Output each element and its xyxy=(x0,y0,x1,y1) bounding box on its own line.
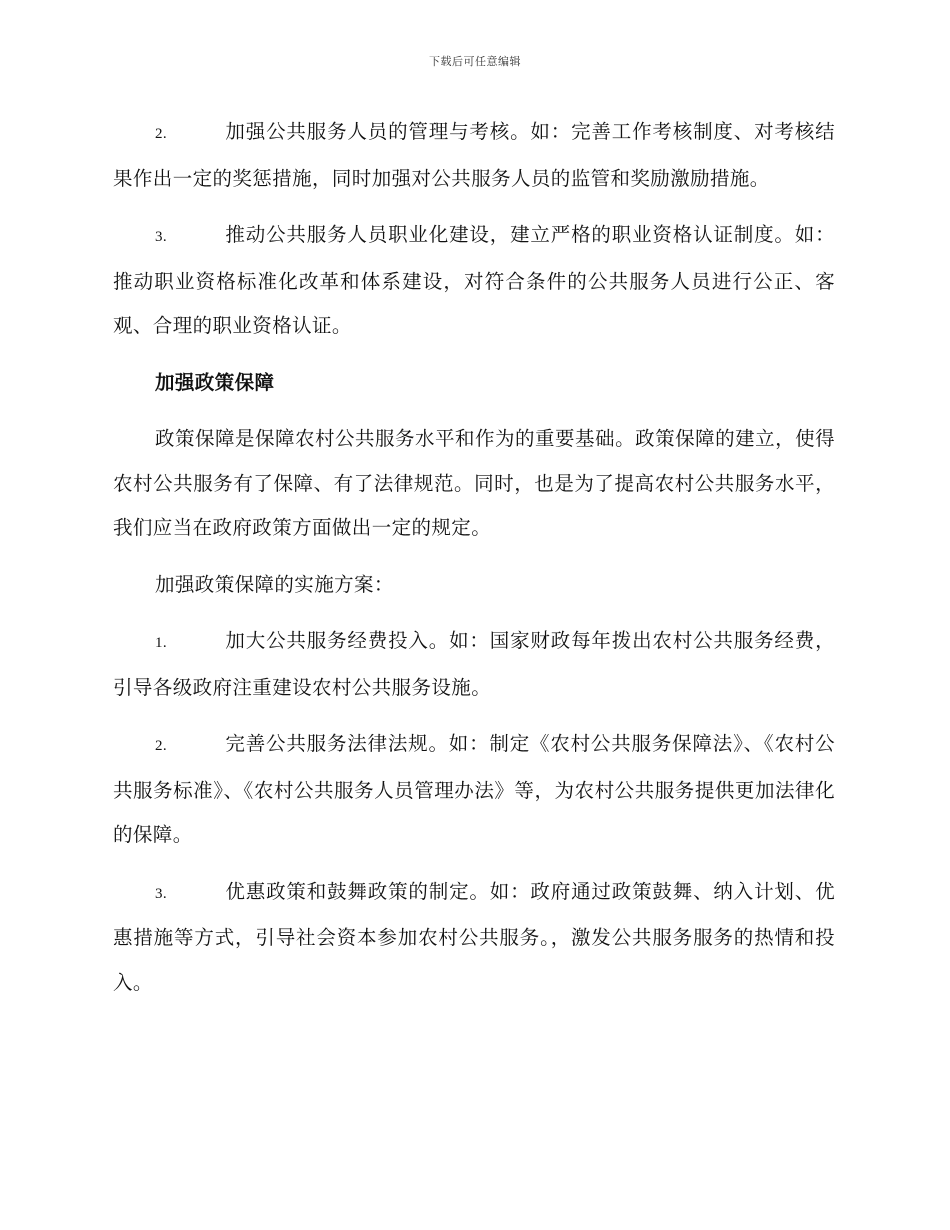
paragraph-p4: 加强政策保障的实施方案： xyxy=(155,572,394,596)
list-number: 2. xyxy=(155,126,168,142)
list-item-text: 推动公共服务人员职业化建设，建立严格的职业资格认证制度。如：推动职业资格标准化改革和体系建设，对符合条件的公共服务人员进行公正、客观、合理的职业资格认证。 xyxy=(113,223,835,337)
document-body xyxy=(113,110,835,1017)
header-note: 下载后可任意编辑 xyxy=(429,55,521,68)
list-item-p1 xyxy=(113,110,835,201)
list-number: 1. xyxy=(155,635,168,651)
list-item-text: 优惠政策和鼓舞政策的制定。如：政府通过政策鼓舞、纳入计划、优惠措施等方式，引导社会资本参加农村公共服务。，激发公共服务服务的热情和投入。 xyxy=(113,879,835,994)
list-item-p2 xyxy=(113,213,835,349)
list-item-p5 xyxy=(113,619,835,710)
list-item-text: 完善公共服务法律法规。如：制定《农村公共服务保障法》、《农村公共服务标准》、《农村公共服务人员管理办法》等，为农村公共服务提供更加法律化的保障。 xyxy=(113,732,835,846)
list-item-p7 xyxy=(113,870,835,1006)
list-number: 3. xyxy=(155,229,168,245)
list-number: 3. xyxy=(155,885,168,902)
paragraph-p3: 政策保障是保障农村公共服务水平和作为的重要基础。政策保障的建立，使得农村公共服务有了保障、有了法律规范。同时，也是为了提高农村公共服务水平，我们应当在政府政策方面做出一定的规定。 xyxy=(113,427,835,539)
list-item-text: 加大公共服务经费投入。如：国家财政每年拨出农村公共服务经费，引导各级政府注重建设农村公共服务设施。 xyxy=(113,629,835,699)
list-number: 2. xyxy=(155,738,168,754)
list-item-text: 加强公共服务人员的管理与考核。如：完善工作考核制度、对考核结果作出一定的奖惩措施，同时加强对公共服务人员的监管和奖励激励措施。 xyxy=(113,120,835,190)
list-item-p6 xyxy=(113,722,835,858)
section-heading: 加强政策保障 xyxy=(155,370,275,394)
